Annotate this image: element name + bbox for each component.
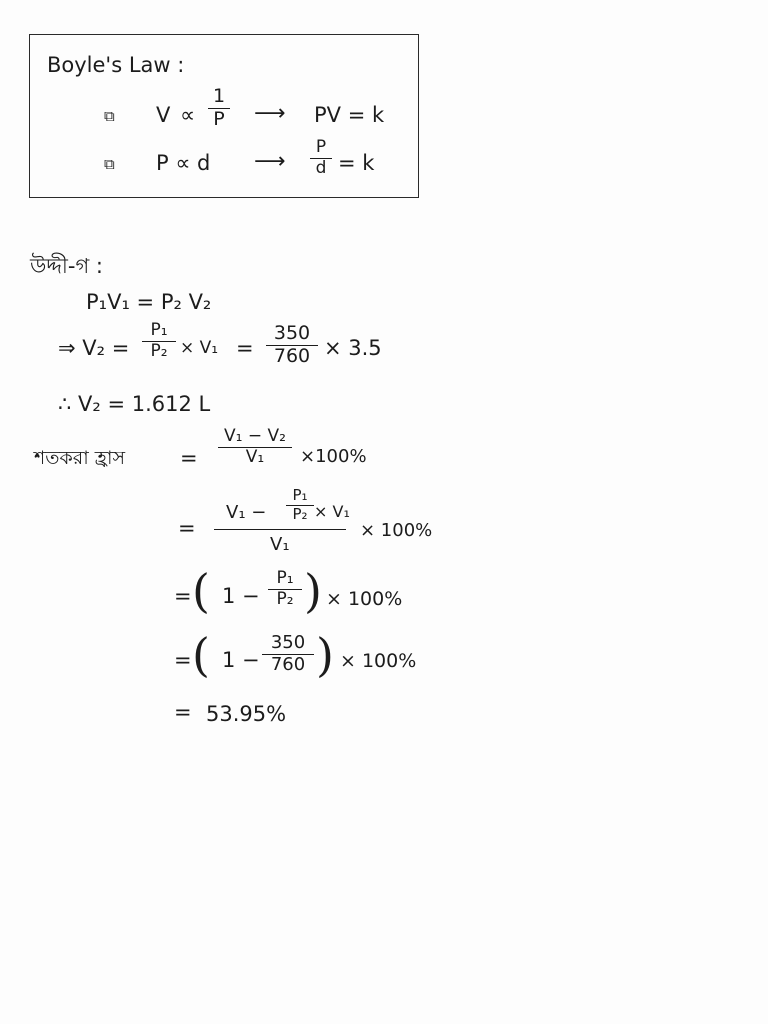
percent-suffix: ×100% [300,446,367,467]
right-arrow-icon: ⟶ [254,149,286,174]
line2-frac-num: P₁ [150,320,168,340]
step3-one: 1 − [222,648,260,672]
percent-equals: = [180,446,198,470]
right-arrow-icon: ⟶ [254,101,286,126]
fraction-bar [214,529,346,530]
bullet-icon: ⧉ [104,155,115,173]
equation-line-1: P₁V₁ = P₂ V₂ [86,290,212,314]
line2-frac-den: P₂ [150,340,168,361]
step1-num-left: V₁ − [226,502,267,523]
line2-frac2-den: 760 [273,344,311,367]
row2-left: P ∝ d [156,151,211,175]
step2-fraction [268,570,302,609]
step3-frac-den: 760 [270,653,306,675]
row2-result: = k [338,151,375,175]
step3-suffix: × 100% [340,650,417,672]
row1-variable: V [156,103,171,127]
step1-equals: = [178,516,196,540]
step2-frac-den: P₂ [276,588,294,609]
section-heading: উদ্দী-গ : [30,254,103,278]
step3-fraction [262,634,314,675]
step1-inner-fraction [286,488,314,523]
step4-equals: = [174,700,192,724]
step2-open-paren: ( [192,564,210,618]
row1-frac-den: P [213,107,225,130]
row1-fraction [208,87,230,130]
line2-equals: = [236,336,254,360]
step2-one: 1 − [222,584,260,608]
line2-prefix: ⇒ V₂ = [58,336,130,360]
bullet-icon: ⧉ [104,107,115,125]
percent-fraction [218,428,292,467]
box-title: Boyle's Law : [47,53,185,77]
step1-suffix: × 100% [360,520,433,541]
step1-den: V₁ [270,534,290,555]
percent-frac-num: V₁ − V₂ [224,426,286,446]
percent-decrease-label: শতকরা হ্রাস [34,447,126,469]
line2-multiply: × V₁ [180,338,219,358]
step2-frac-num: P₁ [276,568,294,588]
row2-fraction [310,139,332,178]
final-result: 53.95% [206,702,287,726]
row2-frac-den: d [315,157,327,178]
step1-inner-den: P₂ [292,504,308,523]
row1-proportional: ∝ [180,103,196,127]
equation-line-3: ∴ V₂ = 1.612 L [58,392,211,416]
line2-fraction-2 [266,324,318,367]
step3-open-paren: ( [192,628,210,682]
row2-frac-num: P [315,137,327,157]
row1-result: PV = k [314,103,385,127]
boyles-law-box [29,34,419,198]
line2-frac2-num: 350 [273,322,311,344]
step2-equals: = [174,584,192,608]
step1-fraction [214,486,350,558]
step3-equals: = [174,648,192,672]
step1-num-right: × V₁ [314,502,350,521]
line2-multiply-2: × 3.5 [324,336,382,360]
step3-close-paren: ) [316,628,334,682]
step3-frac-num: 350 [270,632,306,653]
percent-frac-den: V₁ [245,446,265,467]
step1-inner-num: P₁ [292,486,308,504]
step2-suffix: × 100% [326,588,403,610]
step2-close-paren: ) [304,564,322,618]
line2-fraction [142,322,176,361]
row1-frac-num: 1 [212,85,226,107]
